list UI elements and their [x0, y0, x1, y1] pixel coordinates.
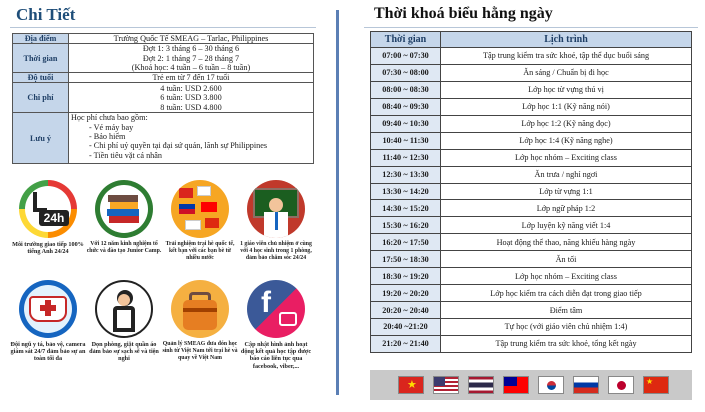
col-time-header: Thời gian [371, 32, 441, 48]
russia-flag [573, 376, 599, 394]
table-row [371, 98, 692, 115]
time-cell: 14:30 ~ 15:20 [371, 200, 441, 217]
time-cell: 09:40 ~ 10:30 [371, 115, 441, 132]
time-cell: 12:30 ~ 13:30 [371, 166, 441, 183]
teacher-icon [247, 180, 305, 238]
table-row [371, 81, 692, 98]
table-row [371, 302, 692, 319]
feature-caption: Với 12 năm kinh nghiệm tổ chức và đào tạo Junior Camp. [86, 241, 162, 255]
time-cell: 07:00 ~ 07:30 [371, 48, 441, 65]
time-cell: 15:30 ~ 16:20 [371, 217, 441, 234]
table-row [371, 48, 692, 65]
panel-divider [336, 10, 339, 395]
time-line: Đợt 2: 1 tháng 7 – 28 tháng 7 [142, 53, 240, 63]
korea-flag [538, 376, 564, 394]
table-row [13, 73, 314, 83]
table-row [13, 83, 314, 113]
table-row [371, 183, 692, 200]
feature-escort [162, 280, 238, 363]
table-row [371, 115, 692, 132]
time-cell: 18:30 ~ 19:20 [371, 268, 441, 285]
feature-updates [238, 280, 314, 370]
activity-cell: Tự học (với giáo viên chủ nhiệm 1:4) [441, 319, 692, 336]
feature-caption: Quản lý SMEAG đưa đón học sinh từ Việt Nam tới trại hè và quay về Việt Nam [162, 341, 238, 362]
feature-caption: Trải nghiệm trại hè quốc tế, kết bạn với các bạn bè từ nhiều nước [165, 241, 235, 262]
table-row [371, 251, 692, 268]
china-flag: ★ [643, 376, 669, 394]
feature-experience [86, 180, 162, 255]
feature-caption: Đội ngũ y tá, bảo vệ, camera giám sát 24/7 đảm bảo sự an toàn tối đa [10, 341, 86, 363]
vietnam-flag: ★ [398, 376, 424, 394]
time-cell: 20:40 ~21:20 [371, 319, 441, 336]
feature-homeroom-teacher [238, 180, 314, 263]
note-value [69, 113, 314, 163]
activity-cell: Lớp luyện kỹ năng viết 1:4 [441, 217, 692, 234]
feature-caption: Cập nhật hình ảnh hoạt động kết quả học tập được báo cáo liên tục qua facebook, viber,... [240, 341, 312, 370]
activity-cell: Tập trung kiểm tra sức khoẻ, tập thể dục buổi sáng [441, 48, 692, 65]
feature-caption: Dọn phòng, giặt quần áo đảm bảo sự sạch sẽ và tiện nghi [89, 341, 159, 363]
taiwan-flag [503, 376, 529, 394]
cost-line: 6 tuần: USD 3.800 [160, 93, 222, 103]
list-item: - Bảo hiểm [89, 132, 311, 141]
cost-value [69, 83, 314, 113]
time-cell: 10:40 ~ 11:30 [371, 132, 441, 149]
table-row [371, 149, 692, 166]
table-row [13, 113, 314, 163]
facebook-icon [247, 280, 305, 338]
activity-cell: Lớp học từ vựng thú vị [441, 81, 692, 98]
flags-collage-icon [171, 180, 229, 238]
luggage-icon [171, 280, 229, 338]
cost-line: 8 tuần: USD 4.800 [160, 102, 222, 112]
activity-cell: Điểm tâm [441, 302, 692, 319]
facebook-glyph: f [261, 286, 271, 319]
table-row [371, 268, 692, 285]
time-cell: 11:40 ~ 12:30 [371, 149, 441, 166]
feature-caption: 1 giáo viên chủ nhiệm ở cùng với 4 học sinh trong 1 phòng, đảm bảo chăm sóc 24/24 [240, 241, 312, 262]
table-row [371, 64, 692, 81]
japan-flag [608, 376, 634, 394]
list-item: - Chi phí uỷ quyền tại đại sứ quán, lãnh sự Philippines [89, 141, 311, 150]
details-panel [10, 0, 316, 412]
24h-label: 24h [39, 210, 69, 226]
thailand-flag [468, 376, 494, 394]
cost-line: 4 tuần: USD 2.600 [160, 84, 222, 94]
time-cell: 17:50 ~ 18:30 [371, 251, 441, 268]
feature-safety [10, 280, 86, 363]
time-key: Thời gian [13, 44, 69, 73]
activity-cell: Hoạt động thể thao, năng khiếu hàng ngày [441, 234, 692, 251]
feature-24h [10, 180, 86, 255]
col-schedule-header: Lịch trình [441, 32, 692, 48]
schedule-panel [364, 0, 698, 412]
flag-bar [370, 370, 692, 400]
time-value [69, 44, 314, 73]
list-item: - Vé máy bay [89, 123, 311, 132]
table-row [13, 44, 314, 73]
title-divider [10, 27, 316, 28]
table-row [371, 166, 692, 183]
activity-cell: Lớp học kiểm tra cách diễn đạt trong giao tiếp [441, 285, 692, 302]
table-row [371, 335, 692, 352]
time-cell: 07:30 ~ 08:00 [371, 64, 441, 81]
time-cell: 19:20 ~ 20:20 [371, 285, 441, 302]
schedule-table [370, 31, 692, 353]
time-cell: 08:00 ~ 08:30 [371, 81, 441, 98]
housekeeper-icon [95, 280, 153, 338]
nurse-cap-icon [19, 280, 77, 338]
info-table [12, 33, 314, 164]
table-row [371, 217, 692, 234]
table-row [371, 234, 692, 251]
note-intro: Học phí chưa bao gồm: [71, 113, 148, 123]
clock-24h-icon [19, 180, 77, 238]
activity-cell: Lớp học 1:1 (Kỹ năng nói) [441, 98, 692, 115]
time-cell: 20:20 ~ 20:40 [371, 302, 441, 319]
time-line: Đợt 1: 3 tháng 6 – 30 tháng 6 [142, 44, 240, 54]
activity-cell: Lớp học 1:4 (Kỹ năng nghe) [441, 132, 692, 149]
title-divider [364, 27, 698, 28]
details-title: Chi Tiết [16, 5, 76, 24]
time-cell: 21:20 ~ 21:40 [371, 335, 441, 352]
activity-cell: Lớp ngữ pháp 1:2 [441, 200, 692, 217]
schedule-body [371, 48, 692, 353]
activity-cell: Lớp học nhóm – Exciting class [441, 268, 692, 285]
activity-cell: Lớp từ vựng 1:1 [441, 183, 692, 200]
age-value: Trẻ em từ 7 đến 17 tuổi [69, 73, 314, 83]
list-item: - Tiền tiêu vặt cá nhân [89, 151, 311, 160]
table-row [13, 34, 314, 44]
table-row [371, 200, 692, 217]
feature-icons [10, 180, 316, 405]
feature-international [162, 180, 238, 263]
activity-cell: Ăn trưa / nghỉ ngơi [441, 166, 692, 183]
usa-flag [433, 376, 459, 394]
activity-cell: Lớp học 1:2 (Kỹ năng đọc) [441, 115, 692, 132]
feature-cleaning [86, 280, 162, 363]
time-cell: 13:30 ~ 14:20 [371, 183, 441, 200]
table-header [371, 32, 692, 48]
cost-key: Chi phí [13, 83, 69, 113]
activity-cell: Tập trung kiểm tra sức khoẻ, tổng kết ngày [441, 335, 692, 352]
location-value: Trường Quốc Tế SMEAG – Tarlac, Philippines [69, 34, 314, 44]
note-list [89, 123, 311, 160]
activity-cell: Ăn tối [441, 251, 692, 268]
table-row [371, 319, 692, 336]
activity-cell: Ăn sáng / Chuẩn bị đi học [441, 64, 692, 81]
activity-cell: Lớp học nhóm – Exciting class [441, 149, 692, 166]
location-key: Địa điểm [13, 34, 69, 44]
time-cell: 16:20 ~ 17:50 [371, 234, 441, 251]
books-icon [95, 180, 153, 238]
feature-caption: Môi trường giao tiếp 100% tiếng Anh 24/24 [12, 241, 84, 256]
time-cell: 08:40 ~ 09:30 [371, 98, 441, 115]
age-key: Độ tuổi [13, 73, 69, 83]
table-row [371, 285, 692, 302]
note-key: Lưu ý [13, 113, 69, 163]
time-line: (Khoá học: 4 tuần – 6 tuần – 8 tuần) [131, 62, 251, 72]
schedule-title: Thời khoá biểu hằng ngày [374, 5, 553, 22]
table-row [371, 132, 692, 149]
